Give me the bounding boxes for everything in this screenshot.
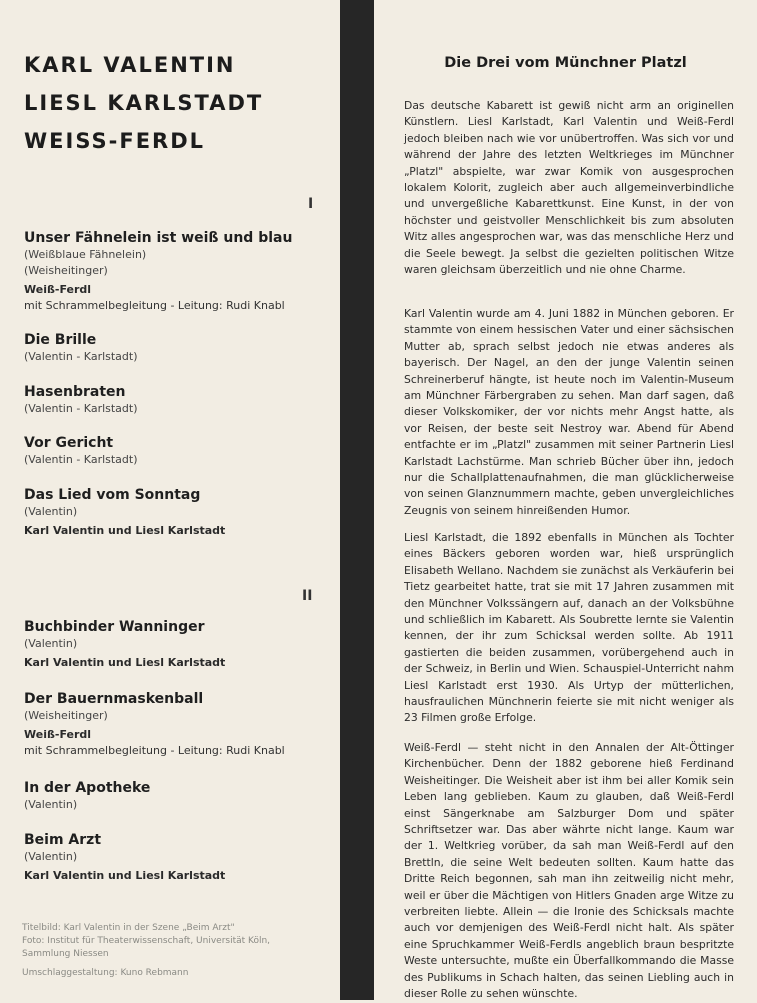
notes-paragraph: Liesl Karlstadt, die 1892 ebenfalls in München als Tochter eines Bäckers geboren worden war, hieß ursprünglich Elisabeth Wellano. Nachdem sie zunächst als Verkäuferin bei Tietz gearbeitet hatte, trat sie mit 17 Jahren zusammen mit den Münchner Volkssängern auf, danach an der Volksbühne und schließlich im Kabarett. Als Soubrette lernte sie Valentin kennen, der ihr zum Schicksal werden sollte. Ab 1911 gastierten die beiden zusammen, vorübergehend auch in der Schweiz, in Berlin und Wien. Schauspiel-Unterricht nahm Liesl Karlstadt erst 1930. Als Urtyp der mütterlichen, hausfraulichen Münchnerin feierte sie mit nicht weniger als 23 Filmen große Erfolge. (404, 531, 734, 725)
notes-paragraph: Karl Valentin wurde am 4. Juni 1882 in München geboren. Er stammte von einem hessischen Vater und einer sächsischen Mutter ab, sprach selbst jedoch nie etwas anderes als bayerisch. Der Nagel, an den der junge Valentin seinen Schreinerberuf hängte, ist heute noch im Valentin-Museum am Münchner Färbergraben zu sehen. Man darf sagen, daß dieser Volkskomiker, der vor nichts mehr Angst hatte, als vor Reisen, der beste seit Nestroy war. Abend für Abend entfachte er im „Platzl" zusammen mit seiner Partnerin Liesl Karlstadt Lachstürme. Man schrieb Bücher über ihn, jedoch nur die Schallplattenaufnahmen, die man glücklicherweise von seinen Glanznummern machte, geben unvergleichliches Zeugnis von seinem hinreißenden Humor. (404, 307, 734, 517)
track-title: Das Lied vom Sonntag (24, 487, 201, 503)
credit-line: Foto: Institut für Theaterwissenschaft, Universität Köln, (22, 936, 271, 946)
track-title: Hasenbraten (24, 384, 126, 400)
track-author: (Valentin - Karlstadt) (24, 453, 138, 466)
track-author: (Valentin) (24, 505, 78, 518)
left-panel (0, 0, 340, 1000)
liner-notes (374, 0, 757, 1000)
notes-title: Die Drei vom Münchner Platzl (444, 55, 687, 71)
track-title: Buchbinder Wanninger (24, 619, 205, 635)
track-author: (Valentin) (24, 637, 78, 650)
track-item (24, 434, 334, 468)
track-item (24, 331, 334, 365)
track-performer: Karl Valentin und Liesl Karlstadt (24, 869, 226, 882)
track-accompaniment: mit Schrammelbegleitung - Leitung: Rudi Knabl (24, 299, 285, 312)
track-author: (Weisheitinger) (24, 709, 108, 722)
artist-name: LIESL KARLSTADT (24, 91, 264, 115)
track-title: Der Bauernmaskenball (24, 691, 204, 707)
track-item (24, 486, 334, 539)
credit-line: Umschlaggestaltung: Kuno Rebmann (22, 968, 189, 978)
track-item (24, 618, 334, 671)
track-title: In der Apotheke (24, 780, 151, 796)
credit-line: Titelbild: Karl Valentin in der Szene „Beim Arzt" (22, 923, 235, 933)
track-title: Beim Arzt (24, 832, 102, 848)
track-title: Vor Gericht (24, 435, 114, 451)
side-one-label: I (308, 196, 314, 212)
notes-paragraph: Weiß-Ferdl — steht nicht in den Annalen der Alt-Öttinger Kirchenbücher. Denn der 1882 geborene hieß Ferdinand Weisheitinger. Die Weisheit aber ist ihm bei aller Komik sein Leben lang geblieben. Kaum zu glauben, daß Weiß-Ferdl einst Sängerknabe am Salzburger Dom und später Schriftsetzer war. Das aber währte nicht lange. Kaum war der 1. Weltkrieg vorüber, da sah man Weiß-Ferdl auf den Brettln, die seine Welt bedeuten sollten. Kaum hatte das Dritte Reich begonnen, sah man ihn zeitweilig nicht mehr, weil er über die Mächtigen von Hitlers Gnaden arge Witze zu verbreiten liebte. Allein — die Ironie des Schicksals machte auch vor demjenigen des Weiß-Ferdl nicht halt. Als später eine Spruchkammer Weiß-Ferdls angeblich braun bespritzte Weste untersuchte, mußte ein Überfallkommando die Masse des Publikums in Schach halten, das seinen Liebling auch in dieser Rolle zu sehen wünschte. (404, 741, 734, 1001)
track-item (24, 383, 334, 417)
artist-name: WEISS-FERDL (24, 129, 206, 153)
track-item (24, 831, 334, 884)
track-title: Unser Fähnelein ist weiß und blau (24, 230, 293, 246)
track-author: (Valentin) (24, 798, 78, 811)
track-accompaniment: mit Schrammelbegleitung - Leitung: Rudi Knabl (24, 744, 285, 757)
track-item (24, 229, 334, 314)
credit-line: Sammlung Niessen (22, 949, 109, 959)
track-author: (Valentin - Karlstadt) (24, 402, 138, 415)
track-author: (Valentin - Karlstadt) (24, 350, 138, 363)
artist-list (24, 48, 263, 162)
sleeve-spine (340, 0, 374, 1000)
notes-paragraph: Das deutsche Kabarett ist gewiß nicht arm an originellen Künstlern. Liesl Karlstadt, Karl Valentin und Weiß-Ferdl jedoch bleiben nach wie vor unübertroffen. Was sich vor und während der Jahre des letzten Weltkrieges im Münchner „Platzl" abspielte, war zwar Komik von ausgesprochen lokalem Kolorit, zugleich aber auch allgemeinverbindliche und unvergeßliche Kabarettkunst. Eine Kunst, in der von höchster und geistvoller Menschlichkeit bis zum absoluten Witz alles angesprochen war, was das menschliche Herz und die Seele bewegt. Ja selbst die gezielten politischen Witze waren gleichsam überzeitlich und nie ohne Charme. (404, 99, 734, 277)
track-performer: Weiß-Ferdl (24, 728, 92, 741)
track-item (24, 690, 334, 759)
credits (22, 922, 270, 980)
track-performer: Weiß-Ferdl (24, 283, 92, 296)
track-author: (Weisheitinger) (24, 264, 108, 277)
track-performer: Karl Valentin und Liesl Karlstadt (24, 656, 226, 669)
side-two-label: II (302, 588, 313, 604)
track-performer: Karl Valentin und Liesl Karlstadt (24, 524, 226, 537)
track-item (24, 779, 334, 813)
artist-name: KARL VALENTIN (24, 53, 236, 77)
track-author: (Valentin) (24, 850, 78, 863)
track-author: (Weißblaue Fähnelein) (24, 248, 147, 261)
track-title: Die Brille (24, 332, 97, 348)
